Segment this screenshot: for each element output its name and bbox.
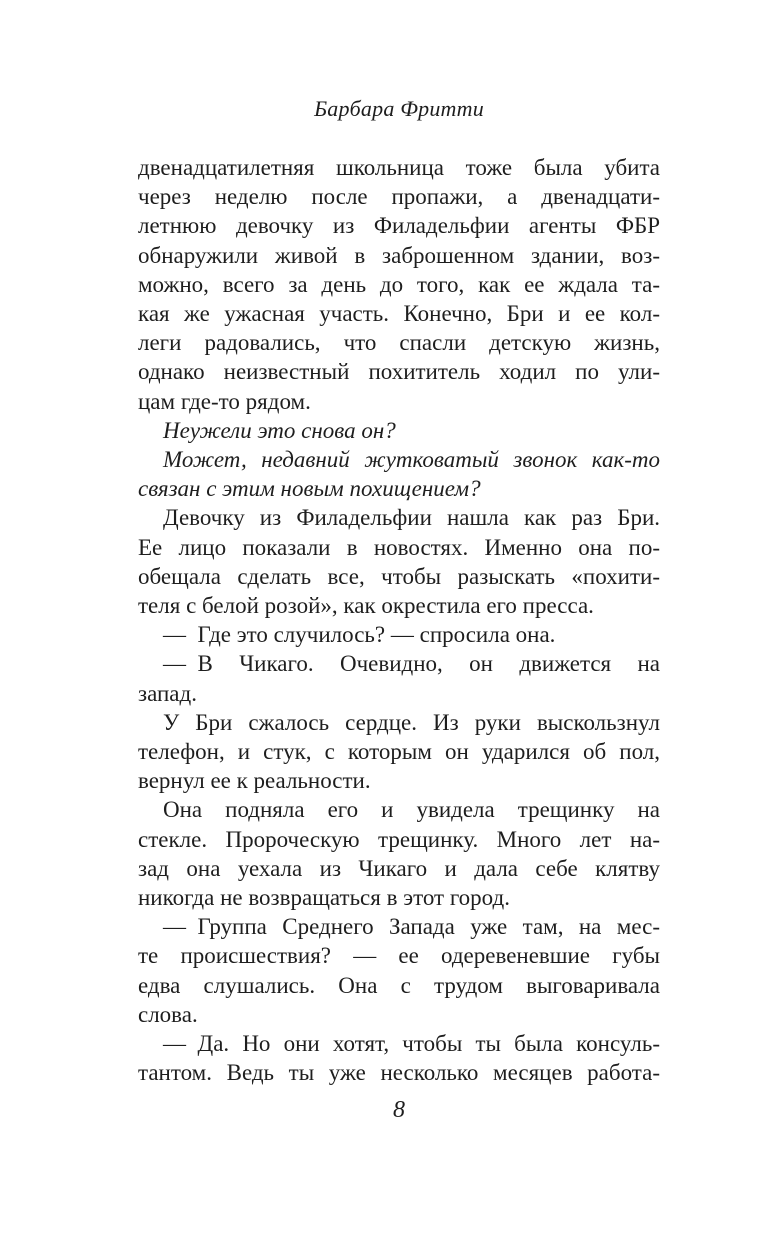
text-line: леги радовались, что спасли детскую жизнь, [138, 330, 660, 356]
text-line: — Где это случилось? — спросила она. [163, 622, 556, 648]
text-line: — Группа Среднего Запада уже там, на мес- [163, 914, 660, 940]
text-line: теля с белой розой», как окрестила его пресса. [138, 593, 594, 619]
paragraph [138, 795, 660, 912]
text-line: зад она уехала из Чикаго и дала себе клятву [138, 855, 660, 881]
text-line: У Бри сжалось сердце. Из руки выскользнул [163, 709, 660, 735]
text-line: — В Чикаго. Очевидно, он движется на [163, 651, 660, 677]
text-line: телефон, и стук, с которым он ударился об пол, [138, 739, 660, 765]
text-line: связан с этим новым похищением? [138, 476, 481, 502]
text-line: никогда не возвращаться в этот город. [138, 885, 510, 911]
text-line: летнюю девочку из Филадельфии агенты ФБР [138, 213, 660, 239]
text-line: вернул ее к реальности. [138, 768, 371, 794]
page-number: 8 [393, 1097, 405, 1123]
text-line: слова. [138, 1001, 198, 1027]
text-line: Девочку из Филадельфии нашла как раз Бри. [163, 505, 660, 531]
paragraph [138, 708, 660, 796]
text-line: можно, всего за день до того, как ее ждала та- [138, 271, 660, 297]
running-header: Барбара Фритти [314, 96, 484, 121]
text-line: тантом. Ведь ты уже несколько месяцев работа- [138, 1060, 660, 1086]
paragraph-italic [138, 416, 660, 445]
text-line: Ее лицо показали в новостях. Именно она по- [138, 534, 660, 560]
paragraph [138, 1029, 660, 1087]
paragraph [138, 620, 660, 649]
text-line: обещала сделать все, чтобы разыскать «похити- [138, 563, 660, 589]
text-line: однако неизвестный похититель ходил по ули- [138, 359, 660, 385]
paragraph [138, 153, 660, 416]
text-line: цам где-то рядом. [138, 388, 311, 414]
paragraph-italic [138, 445, 660, 503]
text-line: стекле. Пророческую трещинку. Много лет на- [138, 826, 660, 852]
text-line: едва слушались. Она с трудом выговаривала [138, 972, 660, 998]
text-line: обнаружили живой в заброшенном здании, воз- [138, 242, 660, 268]
text-line: запад. [138, 680, 197, 706]
paragraph [138, 649, 660, 707]
page-body [138, 153, 660, 1088]
text-line: Может, недавний жутковатый звонок как-то [163, 447, 660, 473]
text-line: через неделю после пропажи, а двенадцати- [138, 184, 660, 210]
text-line: Она подняла его и увидела трещинку на [163, 797, 660, 823]
text-line: кая же ужасная участь. Конечно, Бри и ее кол- [138, 301, 660, 327]
text-line: те происшествия? — ее одеревеневшие губы [138, 943, 660, 969]
paragraph [138, 503, 660, 620]
text-line: Неужели это снова он? [163, 417, 396, 443]
paragraph [138, 912, 660, 1029]
text-line: двенадцатилетняя школьница тоже была убита [138, 155, 660, 180]
text-line: — Да. Но они хотят, чтобы ты была консуль- [163, 1031, 660, 1057]
